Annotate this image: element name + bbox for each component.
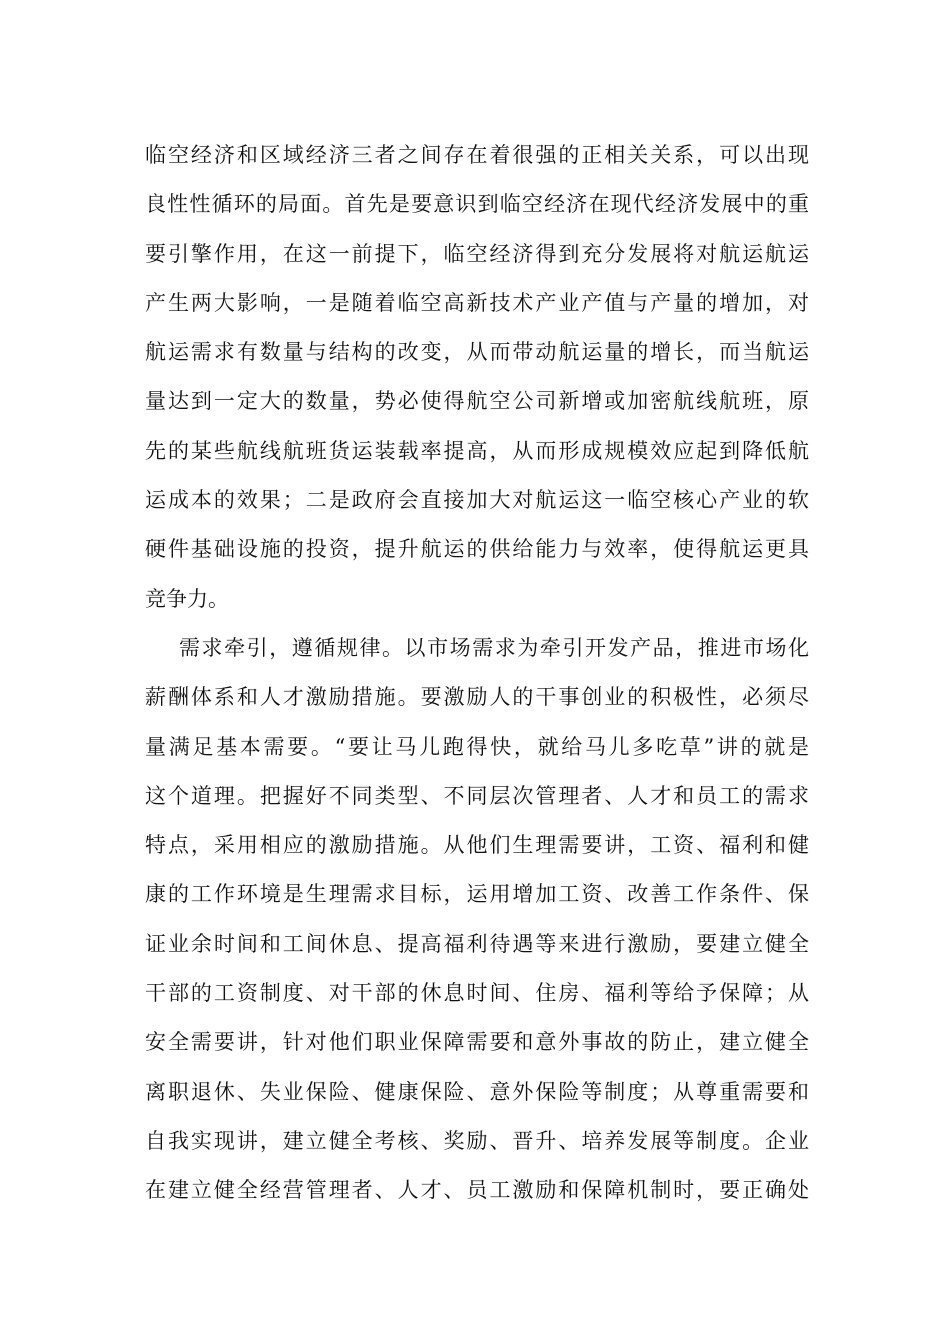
- text-line: 量达到一定大的数量，势必使得航空公司新增或加密航线航班，原: [145, 389, 809, 414]
- text-line: 特点，采用相应的激励措施。从他们生理需要讲，工资、福利和健: [145, 833, 809, 858]
- text-line: 运成本的效果；二是政府会直接加大对航运这一临空核心产业的软: [145, 488, 809, 513]
- text-line: 自我实现讲，建立健全考核、奖励、晋升、培养发展等制度。企业: [145, 1128, 809, 1153]
- text-line: 硬件基础设施的投资，提升航运的供给能力与效率，使得航运更具: [145, 537, 809, 562]
- text-line: 干部的工资制度、对干部的休息时间、住房、福利等给予保障；从: [145, 981, 809, 1006]
- paragraph-2: [145, 624, 809, 1216]
- text-line: 临空经济和区域经济三者之间存在着很强的正相关关系，可以出现: [145, 143, 809, 167]
- text-line: 在建立健全经营管理者、人才、员工激励和保障机制时，要正确处: [145, 1178, 809, 1203]
- text-line: 证业余时间和工间休息、提高福利待遇等来进行激励，要建立健全: [145, 931, 809, 956]
- text-line: 先的某些航线航班货运装载率提高，从而形成规模效应起到降低航: [145, 438, 809, 463]
- text-line: 薪酬体系和人才激励措施。要激励人的干事创业的积极性，必须尽: [145, 685, 809, 710]
- text-line: 需求牵引，遵循规律。以市场需求为牵引开发产品，推进市场化: [179, 635, 809, 660]
- paragraph-1: [145, 131, 809, 624]
- text-line: 这个道理。把握好不同类型、不同层次管理者、人才和员工的需求: [145, 783, 809, 808]
- text-line: 要引擎作用，在这一前提下，临空经济得到充分发展将对航运航运: [145, 241, 809, 266]
- text-line: 安全需要讲，针对他们职业保障需要和意外事故的防止，建立健全: [145, 1030, 809, 1055]
- text-line: 良性性循环的局面。首先是要意识到临空经济在现代经济发展中的重: [145, 192, 809, 217]
- text-line: 航运需求有数量与结构的改变，从而带动航运量的增长，而当航运: [145, 340, 809, 365]
- body-text: [145, 131, 809, 1216]
- text-line: 产生两大影响，一是随着临空高新技术产业产值与产量的增加，对: [145, 290, 809, 315]
- text-line: 量满足基本需要。“要让马儿跑得快，就给马儿多吃草”讲的就是: [145, 734, 809, 759]
- text-line: 离职退休、失业保险、健康保险、意外保险等制度；从尊重需要和: [145, 1079, 809, 1104]
- text-line: 竞争力。: [145, 586, 229, 611]
- text-line: 康的工作环境是生理需求目标，运用增加工资、改善工作条件、保: [145, 882, 809, 907]
